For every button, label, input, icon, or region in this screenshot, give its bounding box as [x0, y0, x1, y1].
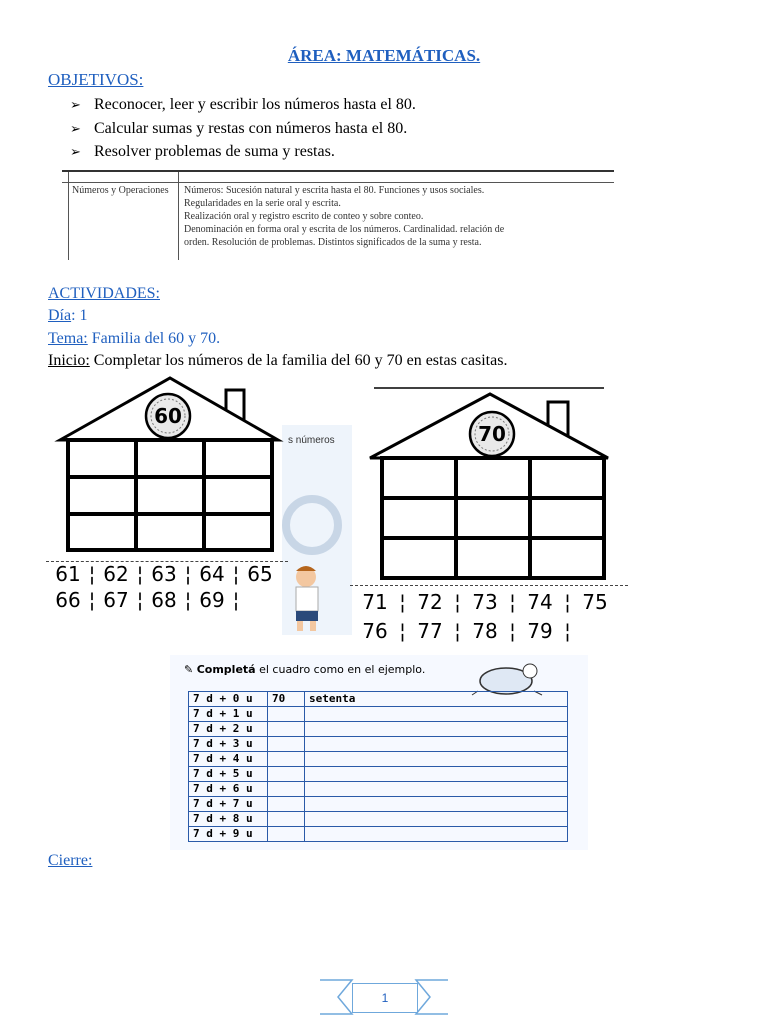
number-cell: [268, 812, 305, 827]
house-70-row1: 71 ¦ 72 ¦ 73 ¦ 74 ¦ 75: [352, 590, 618, 614]
number-cell: [268, 722, 305, 737]
table-row: [189, 737, 568, 752]
background-fragment: [282, 425, 352, 635]
worksheet-image: [170, 655, 588, 850]
number-cell: 68: [151, 588, 177, 612]
number-cell: 70: [268, 692, 305, 707]
expression-cell: 7 d + 1 u: [189, 707, 268, 722]
word-cell: [305, 767, 568, 782]
house-60-row1: 61 ¦ 62 ¦ 63 ¦ 64 ¦ 65: [48, 562, 280, 586]
number-cell: [268, 782, 305, 797]
word-cell: [305, 782, 568, 797]
number-cell: 77: [417, 619, 443, 643]
house-70-badge: 70: [478, 422, 506, 446]
number-cell: [268, 752, 305, 767]
table-row: [189, 692, 568, 707]
page-title: ÁREA: MATEMÁTICAS.: [287, 46, 481, 65]
content-table-line: Realización oral y registro escrito de conteo y sobre conteo.: [184, 211, 424, 222]
content-table-line: orden. Resolución de problemas. Distintos significados de la suma y resta.: [184, 237, 482, 248]
page-number: 1: [352, 983, 418, 1013]
content-table-line: Denominación en forma oral y escrita de los números. Cardinalidad. relación de: [184, 224, 505, 235]
tema-value: Familia del 60 y 70.: [87, 330, 221, 347]
number-cell: [268, 767, 305, 782]
number-cell: 65: [247, 562, 273, 586]
kid-illustration: [282, 425, 352, 635]
number-cell: 79: [527, 619, 553, 643]
objetivo-text: Resolver problemas de suma y restas.: [94, 143, 335, 160]
objetivo-text: Reconocer, leer y escribir los números hasta el 80.: [94, 96, 416, 113]
tema-label: Tema:: [48, 330, 88, 347]
word-cell: [305, 752, 568, 767]
word-cell: [305, 797, 568, 812]
number-cell: 72: [417, 590, 443, 614]
expression-cell: 7 d + 7 u: [189, 797, 268, 812]
dia-line: [48, 307, 88, 325]
house-70-row2: 76 ¦ 77 ¦ 78 ¦ 79 ¦: [352, 619, 572, 643]
number-cell: 78: [472, 619, 498, 643]
table-row: [189, 827, 568, 842]
inicio-value: Completar los números de la familia del 60 y 70 en estas casitas.: [89, 352, 508, 369]
house-60-badge: 60: [154, 404, 182, 428]
number-cell: 73: [472, 590, 498, 614]
content-table-line: Regularidades en la serie oral y escrita.: [184, 198, 341, 209]
word-cell: [305, 707, 568, 722]
expression-cell: 7 d + 9 u: [189, 827, 268, 842]
table-row: [189, 752, 568, 767]
cierre-heading: Cierre:: [48, 852, 93, 869]
inicio-line: [48, 352, 507, 370]
arrow-bullet-icon: ➢: [70, 98, 81, 113]
number-cell: 67: [103, 588, 129, 612]
number-cell: [268, 797, 305, 812]
table-row: [189, 812, 568, 827]
word-cell: [305, 737, 568, 752]
pencil-icon: ✎: [184, 663, 194, 676]
background-text: s números: [288, 435, 335, 446]
word-cell: [305, 722, 568, 737]
table-row: [189, 722, 568, 737]
numline-divider: [350, 585, 628, 586]
number-cell: [268, 827, 305, 842]
word-cell: [305, 812, 568, 827]
expression-cell: 7 d + 2 u: [189, 722, 268, 737]
number-cell: 74: [527, 590, 553, 614]
instruction-bold: Completá: [196, 663, 256, 676]
objetivo-item: [70, 143, 335, 161]
expression-cell: 7 d + 0 u: [189, 692, 268, 707]
dia-value: : 1: [71, 307, 88, 324]
number-cell: 62: [103, 562, 129, 586]
expression-cell: 7 d + 8 u: [189, 812, 268, 827]
house-70-drawing: [352, 380, 628, 580]
number-cell: 61: [55, 562, 81, 586]
number-cell: 76: [362, 619, 388, 643]
worksheet-table: [188, 691, 568, 842]
arrow-bullet-icon: ➢: [70, 145, 81, 160]
number-cell: [268, 737, 305, 752]
inicio-label: Inicio:: [48, 352, 90, 369]
table-row: [189, 782, 568, 797]
number-cell: 66: [55, 588, 81, 612]
expression-cell: 7 d + 3 u: [189, 737, 268, 752]
content-table-line: Números: Sucesión natural y escrita hasta el 80. Funciones y usos sociales.: [184, 185, 485, 196]
expression-cell: 7 d + 5 u: [189, 767, 268, 782]
actividades-heading: ACTIVIDADES:: [48, 285, 160, 302]
number-cell: 75: [582, 590, 608, 614]
number-cell: 69: [199, 588, 225, 612]
house-60-row2: 66 ¦ 67 ¦ 68 ¦ 69 ¦: [48, 588, 240, 612]
worksheet-instruction: [184, 663, 425, 676]
number-cell: [268, 707, 305, 722]
arrow-bullet-icon: ➢: [70, 122, 81, 137]
table-row: [189, 707, 568, 722]
table-row: [189, 797, 568, 812]
table-row: [189, 767, 568, 782]
objetivo-text: Calcular sumas y restas con números hasta el 80.: [94, 120, 408, 137]
dia-label: Día: [48, 307, 72, 324]
word-cell: [305, 827, 568, 842]
expression-cell: 7 d + 4 u: [189, 752, 268, 767]
objetivo-item: [70, 96, 416, 114]
house-60-drawing: [46, 372, 288, 562]
objetivo-item: [70, 120, 407, 138]
word-cell: setenta: [305, 692, 568, 707]
content-table: [62, 170, 614, 260]
instruction-rest: el cuadro como en el ejemplo.: [255, 663, 426, 676]
content-table-area: Números y Operaciones: [72, 185, 169, 196]
expression-cell: 7 d + 6 u: [189, 782, 268, 797]
objetivos-heading: OBJETIVOS:: [48, 70, 144, 89]
tema-line: [48, 330, 220, 348]
number-cell: 64: [199, 562, 225, 586]
number-cell: 63: [151, 562, 177, 586]
number-cell: 71: [362, 590, 388, 614]
